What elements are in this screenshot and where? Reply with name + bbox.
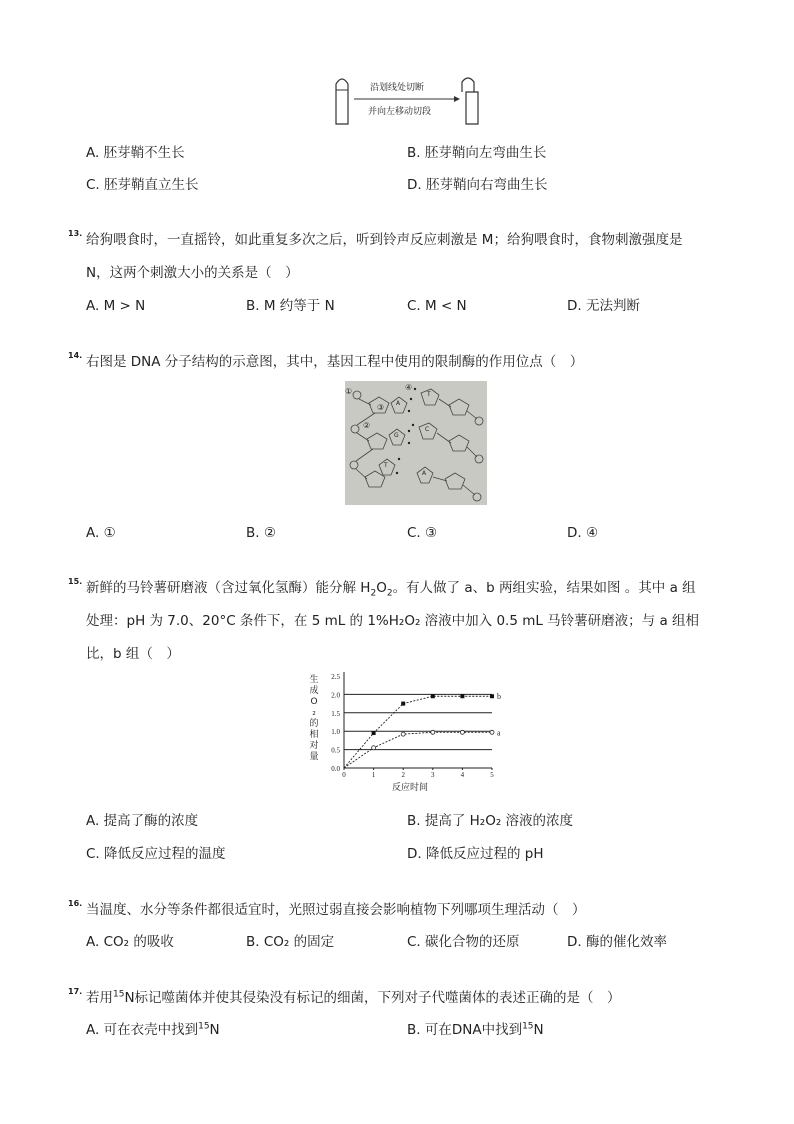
y-tick-label: 1.0 <box>331 728 340 737</box>
q15-stem-line3: 比，b 组（ ） <box>86 646 180 662</box>
q13-option-c[interactable]: C. M < N <box>407 298 467 314</box>
q17-number: 17. <box>68 987 83 996</box>
dna-base-4: C <box>425 426 430 433</box>
q15-stem-line1-a: 新鲜的马铃薯研磨液（含过氧化氢酶）能分解 H <box>86 580 371 596</box>
q17-option-b-text: B. 可在DNA中找到 <box>407 1022 523 1038</box>
q13-number: 13. <box>68 229 83 238</box>
q17-stem-a: 若用 <box>86 990 113 1006</box>
x-axis-label: 反应时间 <box>391 783 429 793</box>
q16-option-c[interactable]: C. 碳化合物的还原 <box>407 934 520 950</box>
q17-option-b-tail: N <box>533 1022 544 1038</box>
y-axis-label-char: 相 <box>309 730 319 740</box>
q17-option-a[interactable] <box>86 1021 220 1039</box>
dna-label-3: ③ <box>377 403 385 412</box>
q15-stem-line2: 处理：pH 为 7.0、20°C 条件下，在 5 mL 的 1%H₂O₂ 溶液中加入 0.5 mL 马铃薯研磨液；与 a 组相 <box>86 613 700 629</box>
q13-stem-line1: 给狗喂食时，一直摇铃，如此重复多次之后，听到铃声反应刺激是 M；给狗喂食时，食物刺激强度是 <box>86 232 683 248</box>
series-point-b <box>460 694 464 698</box>
q16-stem: 当温度、水分等条件都很适宜时，光照过弱直接会影响植物下列哪项生理活动（ ） <box>86 902 586 918</box>
q17-option-a-tail: N <box>209 1022 220 1038</box>
y-axis-label-char: O <box>310 697 318 707</box>
x-tick-label: 4 <box>460 771 465 779</box>
y-tick-label: 2.5 <box>331 673 340 681</box>
q17-stem-b: N标记噬菌体并使其侵染没有标记的细菌，下列对子代噬菌体的表述正确的是（ ） <box>124 990 621 1006</box>
q17-option-b[interactable] <box>407 1021 544 1039</box>
y-axis-label-char: 生 <box>309 675 319 685</box>
q17-option-a-text: A. 可在衣壳中找到 <box>86 1022 199 1038</box>
q16-option-b[interactable]: B. CO₂ 的固定 <box>246 934 335 950</box>
series-point-a <box>431 730 435 734</box>
y-tick-label: 1.5 <box>331 709 340 718</box>
y-axis-label-char: ₂ <box>312 708 316 718</box>
q14-stem: 右图是 DNA 分子结构的示意图，其中，基因工程中使用的限制酶的作用位点（ ） <box>86 354 584 370</box>
q14-option-b[interactable]: B. ② <box>246 525 276 541</box>
q13-option-d[interactable]: D. 无法判断 <box>567 298 640 314</box>
y-axis-label-char: 的 <box>309 719 319 729</box>
y-axis-label-char: 量 <box>309 752 319 762</box>
q15-stem-line1 <box>86 579 696 597</box>
y-tick-label: 0.0 <box>331 765 340 773</box>
q16-number: 16. <box>68 899 83 908</box>
q16-option-a[interactable]: A. CO₂ 的吸收 <box>86 934 174 950</box>
q13-stem-line2: N，这两个刺激大小的关系是（ ） <box>86 265 299 281</box>
q12-option-d[interactable]: D. 胚芽鞘向右弯曲生长 <box>407 177 548 193</box>
dna-base-3: G <box>394 432 399 439</box>
dna-label-1: ① <box>345 387 353 396</box>
series-point-b <box>372 731 376 735</box>
series-point-a <box>372 746 376 750</box>
series-point-b <box>431 694 435 698</box>
q12-option-c[interactable]: C. 胚芽鞘直立生长 <box>86 177 199 193</box>
series-point-a <box>460 730 464 734</box>
q15-option-b[interactable]: B. 提高了 H₂O₂ 溶液的浓度 <box>407 813 574 829</box>
x-tick-label: 2 <box>401 771 405 779</box>
series-line-a <box>344 732 492 768</box>
dna-base-1: A <box>396 400 401 407</box>
y-tick-label: 0.5 <box>331 746 340 755</box>
series-point-a <box>401 732 405 736</box>
q12-figure-label-top: 沿划线处切断 <box>370 83 425 93</box>
dna-label-2: ② <box>363 421 371 430</box>
q17-stem-sup: 15 <box>113 989 125 1000</box>
q17-option-b-sup: 15 <box>522 1021 534 1032</box>
y-axis-label-char: 成 <box>309 686 319 696</box>
q17-option-a-sup: 15 <box>198 1021 210 1032</box>
series-line-b <box>344 696 492 768</box>
x-tick-label: 3 <box>431 771 435 779</box>
dna-base-6: A <box>422 470 427 477</box>
y-axis-label-char: 对 <box>309 741 319 751</box>
q14-number: 14. <box>68 351 83 360</box>
dna-base-5: T <box>384 462 388 469</box>
q12-option-a[interactable]: A. 胚芽鞘不生长 <box>86 145 185 161</box>
y-tick-label: 2.0 <box>331 691 340 700</box>
x-tick-label: 1 <box>371 771 376 779</box>
dna-structure-diagram <box>345 381 487 505</box>
q17-stem <box>86 989 621 1007</box>
q14-option-d[interactable]: D. ④ <box>567 525 599 541</box>
series-label-a: a <box>497 728 501 738</box>
q15-stem-line1-sub: 2 <box>370 588 377 599</box>
q15-stem-line1-b: O <box>376 580 387 596</box>
q15-option-a[interactable]: A. 提高了酶的浓度 <box>86 813 199 829</box>
q12-option-b[interactable]: B. 胚芽鞘向左弯曲生长 <box>407 145 547 161</box>
series-label-b: b <box>497 692 501 702</box>
q16-option-d[interactable]: D. 酶的催化效率 <box>567 934 667 950</box>
q14-option-a[interactable]: A. ① <box>86 525 116 541</box>
dna-label-4: ④ <box>405 383 413 392</box>
x-tick-label: 5 <box>490 771 494 779</box>
q15-chart <box>306 668 506 794</box>
q15-option-c[interactable]: C. 降低反应过程的温度 <box>86 846 226 862</box>
series-point-b <box>401 702 405 706</box>
q15-number: 15. <box>68 577 83 586</box>
q14-dna-figure <box>345 381 487 505</box>
o2-reaction-chart <box>306 668 506 794</box>
series-point-b <box>490 694 494 698</box>
q12-figure-label-bottom: 并向左移动切段 <box>368 107 432 117</box>
q15-stem-line1-sub2: 2 <box>386 588 393 599</box>
q13-option-a[interactable]: A. M > N <box>86 298 146 314</box>
dna-base-2: T <box>427 391 431 398</box>
q15-stem-line1-c: 。有人做了 a、b 两组实验，结果如图 。其中 a 组 <box>392 580 696 596</box>
q14-option-c[interactable]: C. ③ <box>407 525 438 541</box>
q13-option-b[interactable]: B. M 约等于 N <box>246 298 335 314</box>
q15-option-d[interactable]: D. 降低反应过程的 pH <box>407 846 544 862</box>
series-point-a <box>490 730 494 734</box>
x-tick-label: 0 <box>342 771 346 779</box>
